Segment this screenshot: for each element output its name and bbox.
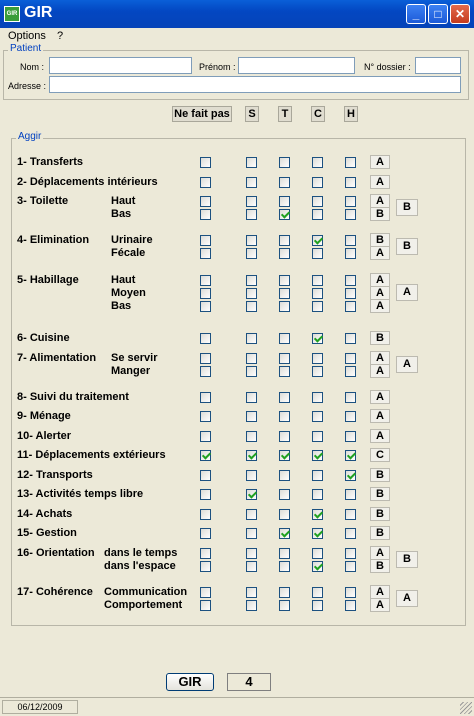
checkbox[interactable] <box>246 548 257 559</box>
checkbox[interactable] <box>246 392 257 403</box>
row-label: 6- Cuisine <box>17 332 70 344</box>
row-label: 13- Activités temps libre <box>17 488 144 500</box>
checkbox[interactable] <box>345 288 356 299</box>
checkbox[interactable] <box>279 235 290 246</box>
checkbox[interactable] <box>200 411 211 422</box>
row-result: B <box>370 233 390 247</box>
checkbox[interactable] <box>200 275 211 286</box>
row-result: A <box>370 175 390 189</box>
checkbox[interactable] <box>246 411 257 422</box>
row-label: 16- Orientation <box>17 547 95 559</box>
checkbox[interactable] <box>312 275 323 286</box>
checkbox[interactable] <box>279 587 290 598</box>
row-result: A <box>370 299 390 313</box>
row-label: 8- Suivi du traitement <box>17 391 129 403</box>
status-date: 06/12/2009 <box>2 700 78 714</box>
checkbox[interactable] <box>345 411 356 422</box>
checkbox[interactable] <box>246 431 257 442</box>
menu-bar <box>0 28 474 44</box>
row-sublabel: Bas <box>111 300 132 312</box>
row-label: 14- Achats <box>17 508 73 520</box>
checkbox[interactable] <box>312 548 323 559</box>
checkbox[interactable] <box>345 587 356 598</box>
dossier-label: N° dossier : <box>364 62 411 72</box>
checkbox[interactable] <box>200 548 211 559</box>
row-sublabel: Bas <box>111 208 132 220</box>
checkbox[interactable] <box>279 366 290 377</box>
checkbox[interactable] <box>279 177 290 188</box>
row-sublabel: Se servir <box>111 352 158 364</box>
title-bar <box>0 0 474 28</box>
row-label: 11- Déplacements extérieurs <box>17 449 166 461</box>
maximize-button[interactable]: □ <box>428 4 448 24</box>
row-label: 9- Ménage <box>17 410 71 422</box>
adresse-label: Adresse : <box>8 81 47 91</box>
checkbox[interactable] <box>279 248 290 259</box>
checkbox[interactable] <box>345 548 356 559</box>
row-result: B <box>370 331 390 345</box>
row-sublabel: Haut <box>111 274 136 286</box>
checkbox[interactable] <box>246 600 257 611</box>
checkbox[interactable] <box>279 411 290 422</box>
checkbox[interactable] <box>200 489 211 500</box>
row-result: A <box>370 598 390 612</box>
checkbox[interactable] <box>279 288 290 299</box>
checkbox[interactable] <box>312 157 323 168</box>
checkbox[interactable] <box>246 366 257 377</box>
checkbox[interactable] <box>246 275 257 286</box>
checkbox-checked[interactable] <box>345 470 356 481</box>
checkbox[interactable] <box>345 489 356 500</box>
checkbox[interactable] <box>246 587 257 598</box>
row-sublabel: Manger <box>111 365 151 377</box>
checkbox[interactable] <box>345 353 356 364</box>
checkbox[interactable] <box>312 600 323 611</box>
row-label: 3- Toilette <box>17 195 69 207</box>
checkbox[interactable] <box>312 301 323 312</box>
checkbox[interactable] <box>279 275 290 286</box>
checkbox[interactable] <box>200 470 211 481</box>
row-sublabel: Haut <box>111 195 136 207</box>
row-sublabel: Urinaire <box>111 234 153 246</box>
checkbox[interactable] <box>200 333 211 344</box>
checkbox[interactable] <box>200 209 211 220</box>
status-bar <box>0 697 474 716</box>
checkbox[interactable] <box>312 411 323 422</box>
checkbox[interactable] <box>200 561 211 572</box>
checkbox-checked[interactable] <box>312 235 323 246</box>
checkbox[interactable] <box>312 587 323 598</box>
checkbox[interactable] <box>246 209 257 220</box>
checkbox[interactable] <box>345 235 356 246</box>
aggir-group-title: Aggir <box>18 131 42 142</box>
row-sublabel: Moyen <box>111 287 146 299</box>
row-result: A <box>370 286 390 300</box>
checkbox[interactable] <box>279 333 290 344</box>
checkbox[interactable] <box>279 301 290 312</box>
row-label: 10- Alerter <box>17 430 72 442</box>
row-sublabel: Comportement <box>104 599 183 611</box>
checkbox[interactable] <box>279 489 290 500</box>
checkbox[interactable] <box>345 392 356 403</box>
checkbox[interactable] <box>246 235 257 246</box>
checkbox-checked[interactable] <box>279 528 290 539</box>
prenom-label: Prénom : <box>199 62 236 72</box>
checkbox[interactable] <box>200 157 211 168</box>
row-result: B <box>370 559 390 573</box>
checkbox[interactable] <box>279 600 290 611</box>
row-label: 5- Habillage <box>17 274 79 286</box>
checkbox[interactable] <box>200 177 211 188</box>
checkbox[interactable] <box>200 196 211 207</box>
row-result: A <box>370 194 390 208</box>
checkbox[interactable] <box>200 431 211 442</box>
checkbox[interactable] <box>345 177 356 188</box>
checkbox[interactable] <box>279 561 290 572</box>
row-result: B <box>370 526 390 540</box>
checkbox[interactable] <box>246 561 257 572</box>
checkbox[interactable] <box>345 275 356 286</box>
gir-value: 4 <box>227 673 271 691</box>
nom-label: Nom : <box>20 62 45 72</box>
row-label: 2- Déplacements intérieurs <box>17 176 158 188</box>
checkbox[interactable] <box>312 470 323 481</box>
col-t: T <box>278 106 292 122</box>
menu-options[interactable]: Options <box>8 30 46 42</box>
row-result: A <box>370 155 390 169</box>
row-label: 4- Elimination <box>17 234 90 246</box>
resize-grip-icon[interactable] <box>460 702 472 714</box>
window-title: GIR <box>24 4 53 21</box>
row-result: A <box>370 364 390 378</box>
checkbox-checked[interactable] <box>312 561 323 572</box>
dossier-field[interactable] <box>415 57 461 74</box>
checkbox[interactable] <box>246 177 257 188</box>
row-result: B <box>370 468 390 482</box>
checkbox[interactable] <box>345 209 356 220</box>
row-sublabel: dans le temps <box>104 547 178 559</box>
checkbox[interactable] <box>312 248 323 259</box>
row-sublabel: dans l'espace <box>104 560 176 572</box>
checkbox[interactable] <box>312 209 323 220</box>
checkbox[interactable] <box>279 196 290 207</box>
checkbox[interactable] <box>246 288 257 299</box>
checkbox[interactable] <box>345 333 356 344</box>
checkbox[interactable] <box>312 177 323 188</box>
checkbox[interactable] <box>200 366 211 377</box>
checkbox[interactable] <box>345 196 356 207</box>
col-s: S <box>245 106 259 122</box>
checkbox[interactable] <box>279 353 290 364</box>
row-label: 15- Gestion <box>17 527 77 539</box>
checkbox[interactable] <box>246 301 257 312</box>
checkbox[interactable] <box>312 196 323 207</box>
checkbox-checked[interactable] <box>279 450 290 461</box>
row-result: C <box>370 448 390 462</box>
nom-field[interactable] <box>49 57 192 74</box>
row-sublabel: Fécale <box>111 247 146 259</box>
adresse-field[interactable] <box>49 76 461 93</box>
row-sublabel: Communication <box>104 586 188 598</box>
checkbox[interactable] <box>246 196 257 207</box>
checkbox[interactable] <box>345 561 356 572</box>
checkbox[interactable] <box>345 528 356 539</box>
checkbox[interactable] <box>279 548 290 559</box>
checkbox[interactable] <box>312 353 323 364</box>
checkbox[interactable] <box>312 392 323 403</box>
row-result: A <box>370 546 390 560</box>
row-result: A <box>370 429 390 443</box>
checkbox[interactable] <box>279 509 290 520</box>
row-label: 12- Transports <box>17 469 93 481</box>
checkbox[interactable] <box>246 157 257 168</box>
checkbox[interactable] <box>345 248 356 259</box>
row-result: B <box>370 507 390 521</box>
checkbox[interactable] <box>345 509 356 520</box>
checkbox[interactable] <box>200 288 211 299</box>
checkbox[interactable] <box>312 489 323 500</box>
row-result: A <box>370 409 390 423</box>
checkbox[interactable] <box>246 333 257 344</box>
group-result: A <box>396 356 418 373</box>
group-result: B <box>396 238 418 255</box>
prenom-field[interactable] <box>238 57 355 74</box>
gir-app-icon: GIR <box>4 6 20 22</box>
col-ne-fait-pas: Ne fait pas <box>172 106 232 122</box>
group-result: A <box>396 590 418 607</box>
row-label: 1- Transferts <box>17 156 84 168</box>
row-label: 7- Alimentation <box>17 352 97 364</box>
checkbox-checked[interactable] <box>279 209 290 220</box>
checkbox-checked[interactable] <box>345 450 356 461</box>
row-result: B <box>370 487 390 501</box>
checkbox[interactable] <box>345 600 356 611</box>
checkbox[interactable] <box>200 248 211 259</box>
checkbox-checked[interactable] <box>246 450 257 461</box>
group-result: A <box>396 284 418 301</box>
checkbox[interactable] <box>312 431 323 442</box>
group-result: B <box>396 199 418 216</box>
close-button[interactable]: ✕ <box>450 4 470 24</box>
checkbox[interactable] <box>279 431 290 442</box>
checkbox[interactable] <box>200 235 211 246</box>
checkbox[interactable] <box>279 470 290 481</box>
checkbox[interactable] <box>345 366 356 377</box>
checkbox-checked[interactable] <box>312 450 323 461</box>
checkbox[interactable] <box>279 157 290 168</box>
checkbox[interactable] <box>200 587 211 598</box>
checkbox[interactable] <box>246 248 257 259</box>
group-result: B <box>396 551 418 568</box>
checkbox-checked[interactable] <box>312 528 323 539</box>
col-h: H <box>344 106 358 122</box>
row-result: A <box>370 585 390 599</box>
checkbox[interactable] <box>345 157 356 168</box>
checkbox[interactable] <box>312 366 323 377</box>
checkbox[interactable] <box>279 392 290 403</box>
row-result: A <box>370 246 390 260</box>
checkbox[interactable] <box>200 600 211 611</box>
checkbox[interactable] <box>200 392 211 403</box>
checkbox-checked[interactable] <box>312 333 323 344</box>
row-label: 17- Cohérence <box>17 586 93 598</box>
checkbox[interactable] <box>345 431 356 442</box>
row-result: A <box>370 351 390 365</box>
patient-group-title: Patient <box>10 43 42 54</box>
checkbox[interactable] <box>246 528 257 539</box>
row-result: A <box>370 273 390 287</box>
menu-help[interactable]: ? <box>57 30 64 42</box>
checkbox[interactable] <box>246 353 257 364</box>
checkbox-checked[interactable] <box>246 489 257 500</box>
checkbox-checked[interactable] <box>200 450 211 461</box>
checkbox[interactable] <box>200 528 211 539</box>
minimize-button[interactable]: _ <box>406 4 426 24</box>
row-result: B <box>370 207 390 221</box>
row-result: A <box>370 390 390 404</box>
checkbox[interactable] <box>246 509 257 520</box>
checkbox[interactable] <box>200 353 211 364</box>
checkbox[interactable] <box>246 470 257 481</box>
gir-button[interactable]: GIR <box>166 673 214 691</box>
checkbox-checked[interactable] <box>312 509 323 520</box>
checkbox[interactable] <box>312 288 323 299</box>
checkbox[interactable] <box>200 301 211 312</box>
checkbox[interactable] <box>200 509 211 520</box>
checkbox[interactable] <box>345 301 356 312</box>
col-c: C <box>311 106 325 122</box>
